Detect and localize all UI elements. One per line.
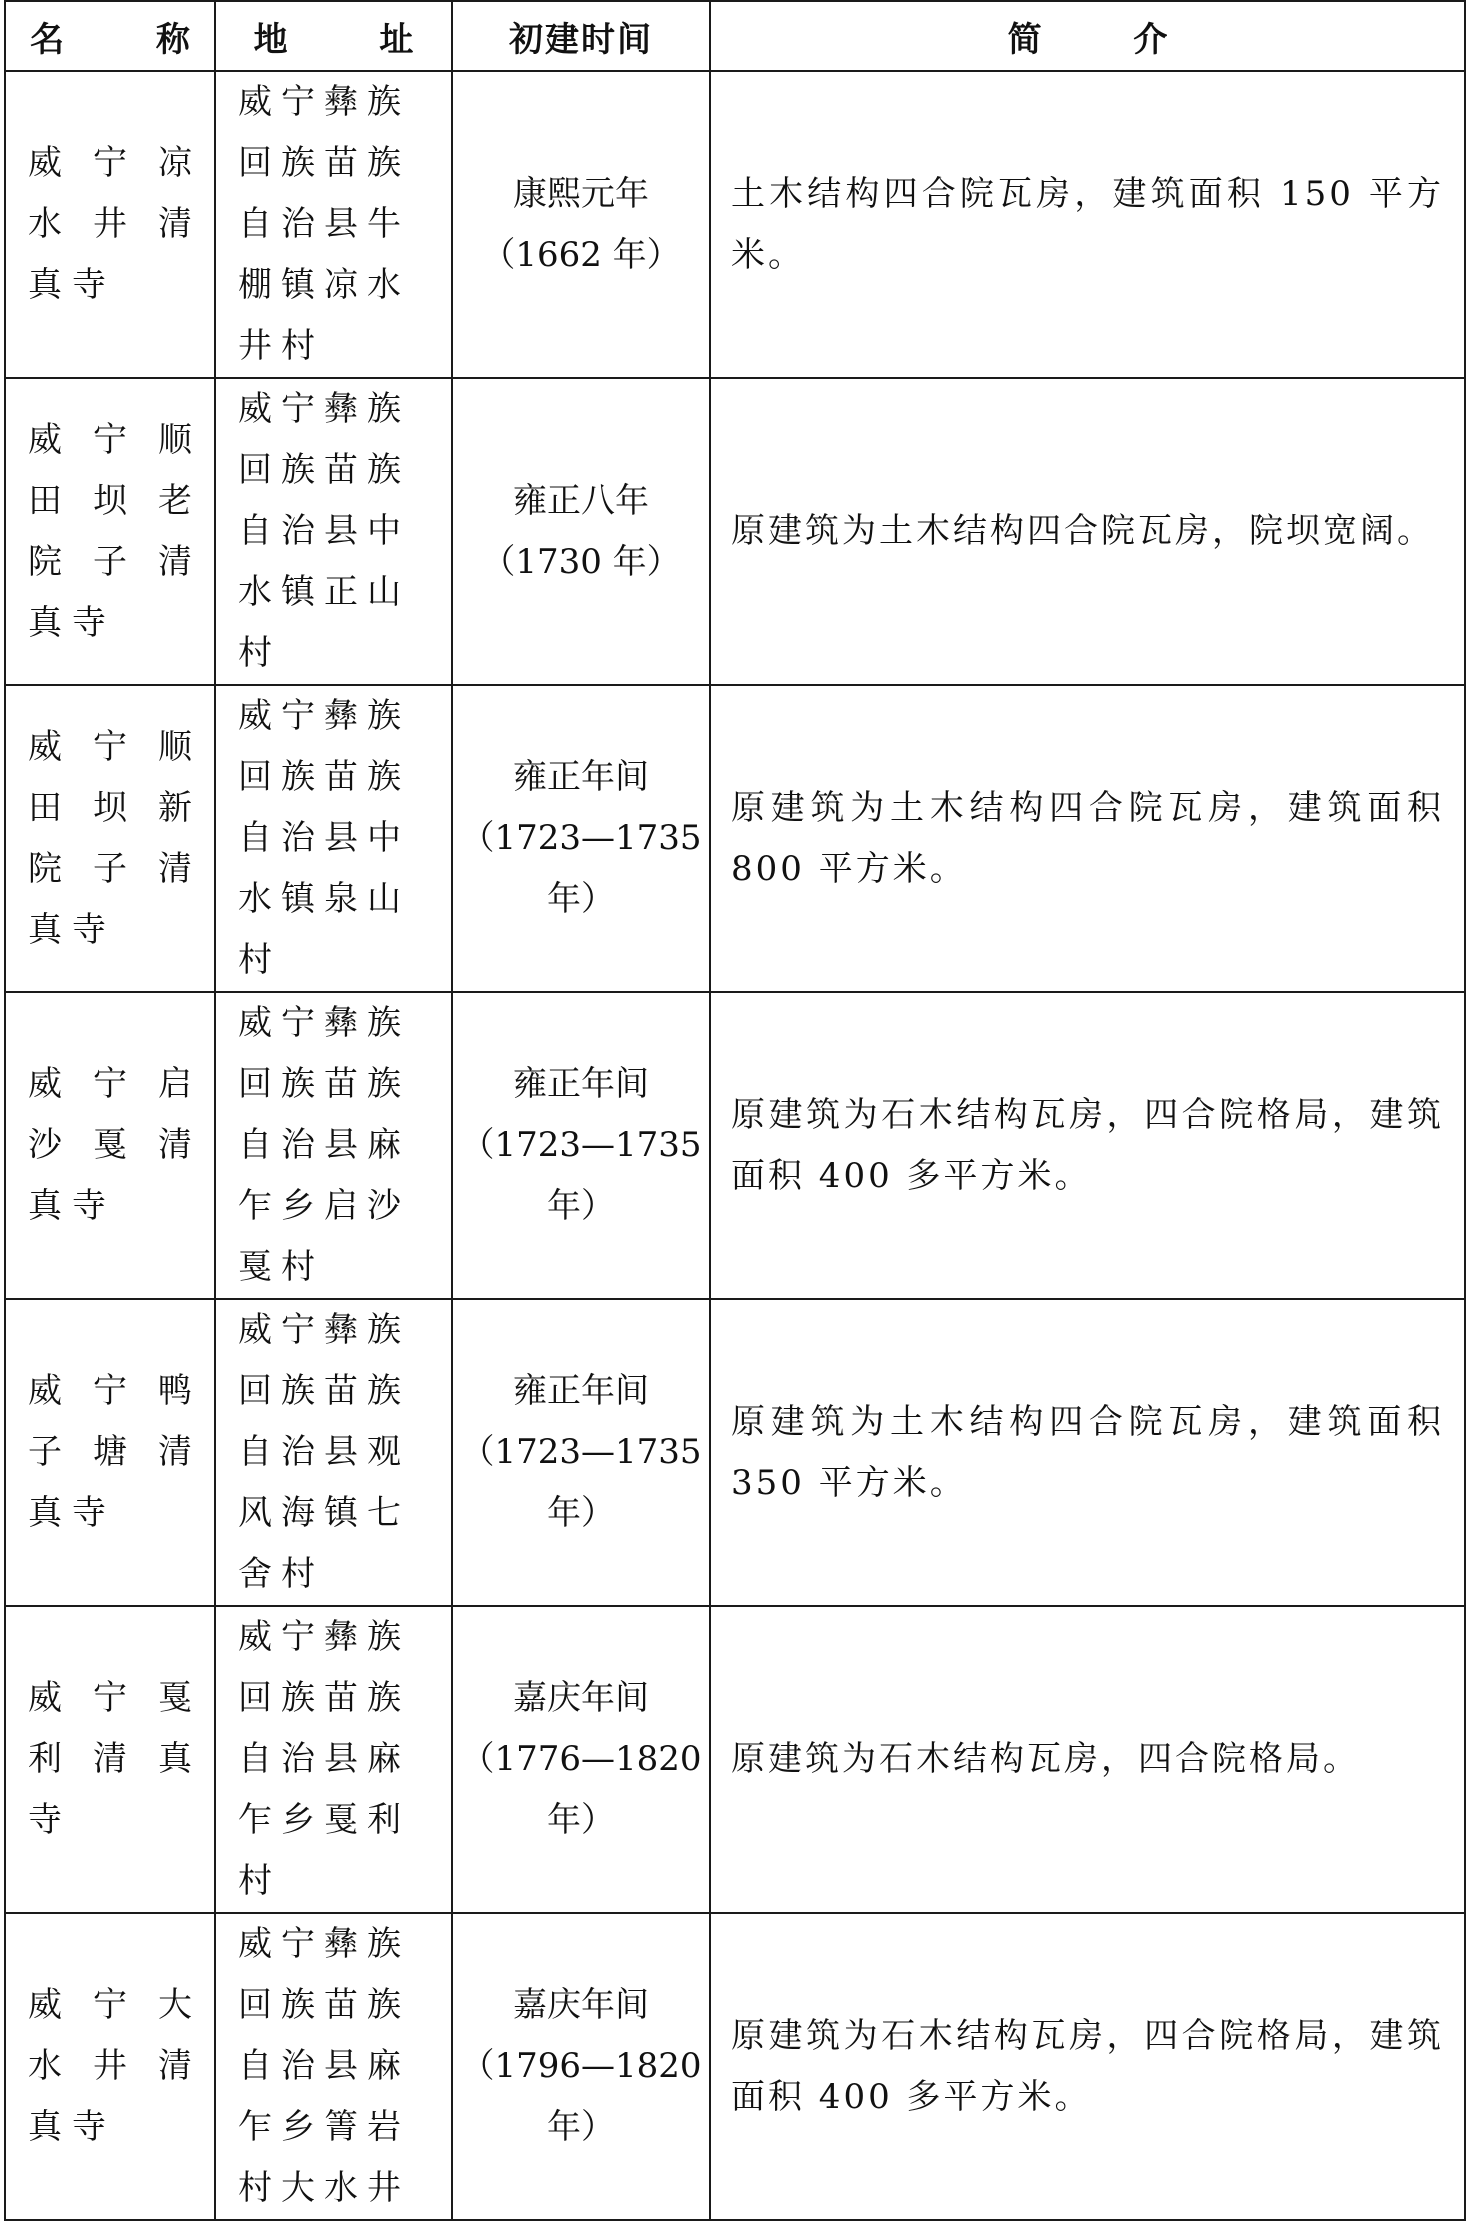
- cell-name: 威宁启沙戛清真寺: [5, 992, 215, 1299]
- founded-year: （1796—1820 年）: [460, 2046, 702, 2147]
- founded-year: （1723—1735 年）: [460, 1125, 702, 1226]
- cell-founded: [452, 685, 710, 992]
- table-row: [5, 1913, 1465, 2220]
- cell-founded: [452, 1606, 710, 1913]
- cell-address: 威宁彝族回族苗族自治县观风海镇七舍村: [215, 1299, 452, 1606]
- cell-name: 威宁鸭子塘清真寺: [5, 1299, 215, 1606]
- founded-year: （1723—1735 年）: [460, 818, 702, 919]
- cell-summary: 原建筑为土木结构四合院瓦房，建筑面积 350 平方米。: [710, 1299, 1465, 1606]
- cell-name: 威宁顺田坝新院子清真寺: [5, 685, 215, 992]
- header-address: 地 址: [215, 1, 452, 71]
- cell-summary: 原建筑为石木结构瓦房，四合院格局，建筑面积 400 多平方米。: [710, 1913, 1465, 2220]
- cell-summary: 原建筑为石木结构瓦房，四合院格局，建筑面积 400 多平方米。: [710, 992, 1465, 1299]
- cell-name: 威宁顺田坝老院子清真寺: [5, 378, 215, 685]
- cell-address: 威宁彝族回族苗族自治县麻乍乡箐岩村大水井: [215, 1913, 452, 2220]
- founded-year: （1723—1735 年）: [460, 1432, 702, 1533]
- cell-summary: 原建筑为土木结构四合院瓦房，建筑面积 800 平方米。: [710, 685, 1465, 992]
- cell-address: 威宁彝族回族苗族自治县中水镇正山村: [215, 378, 452, 685]
- founded-year: （1730 年）: [481, 541, 681, 582]
- table-row: [5, 1606, 1465, 1913]
- founded-era: 雍正年间: [513, 1371, 649, 1411]
- table-row: [5, 71, 1465, 378]
- cell-name: 威宁大水井清真寺: [5, 1913, 215, 2220]
- founded-era: 嘉庆年间: [513, 1985, 649, 2025]
- cell-summary: 土木结构四合院瓦房，建筑面积 150 平方米。: [710, 71, 1465, 378]
- cell-summary: 原建筑为石木结构瓦房，四合院格局。: [710, 1606, 1465, 1913]
- founded-era: 康熙元年: [513, 173, 649, 214]
- table-row: [5, 685, 1465, 992]
- cell-name: 威宁凉水井清真寺: [5, 71, 215, 378]
- founded-era: 嘉庆年间: [513, 1678, 649, 1718]
- cell-address: 威宁彝族回族苗族自治县中水镇泉山村: [215, 685, 452, 992]
- cell-founded: [452, 1299, 710, 1606]
- mosque-table: [4, 0, 1466, 2221]
- cell-address: 威宁彝族回族苗族自治县牛棚镇凉水井村: [215, 71, 452, 378]
- founded-era: 雍正年间: [513, 757, 649, 797]
- cell-summary: 原建筑为土木结构四合院瓦房，院坝宽阔。: [710, 378, 1465, 685]
- table-row: [5, 992, 1465, 1299]
- cell-name: 威宁戛利清真寺: [5, 1606, 215, 1913]
- header-founded: 初建时间: [452, 1, 710, 71]
- cell-address: 威宁彝族回族苗族自治县麻乍乡启沙戛村: [215, 992, 452, 1299]
- cell-founded: [452, 378, 710, 685]
- founded-year: （1776—1820 年）: [460, 1739, 702, 1840]
- header-row: [5, 1, 1465, 71]
- cell-address: 威宁彝族回族苗族自治县麻乍乡戛利村: [215, 1606, 452, 1913]
- table-row: [5, 378, 1465, 685]
- header-name: 名 称: [5, 1, 215, 71]
- cell-founded: [452, 992, 710, 1299]
- header-summary: 简 介: [710, 1, 1465, 71]
- table-row: [5, 1299, 1465, 1606]
- founded-era: 雍正八年: [513, 480, 649, 521]
- cell-founded: [452, 1913, 710, 2220]
- cell-founded: [452, 71, 710, 378]
- founded-year: （1662 年）: [481, 234, 681, 275]
- founded-era: 雍正年间: [513, 1064, 649, 1104]
